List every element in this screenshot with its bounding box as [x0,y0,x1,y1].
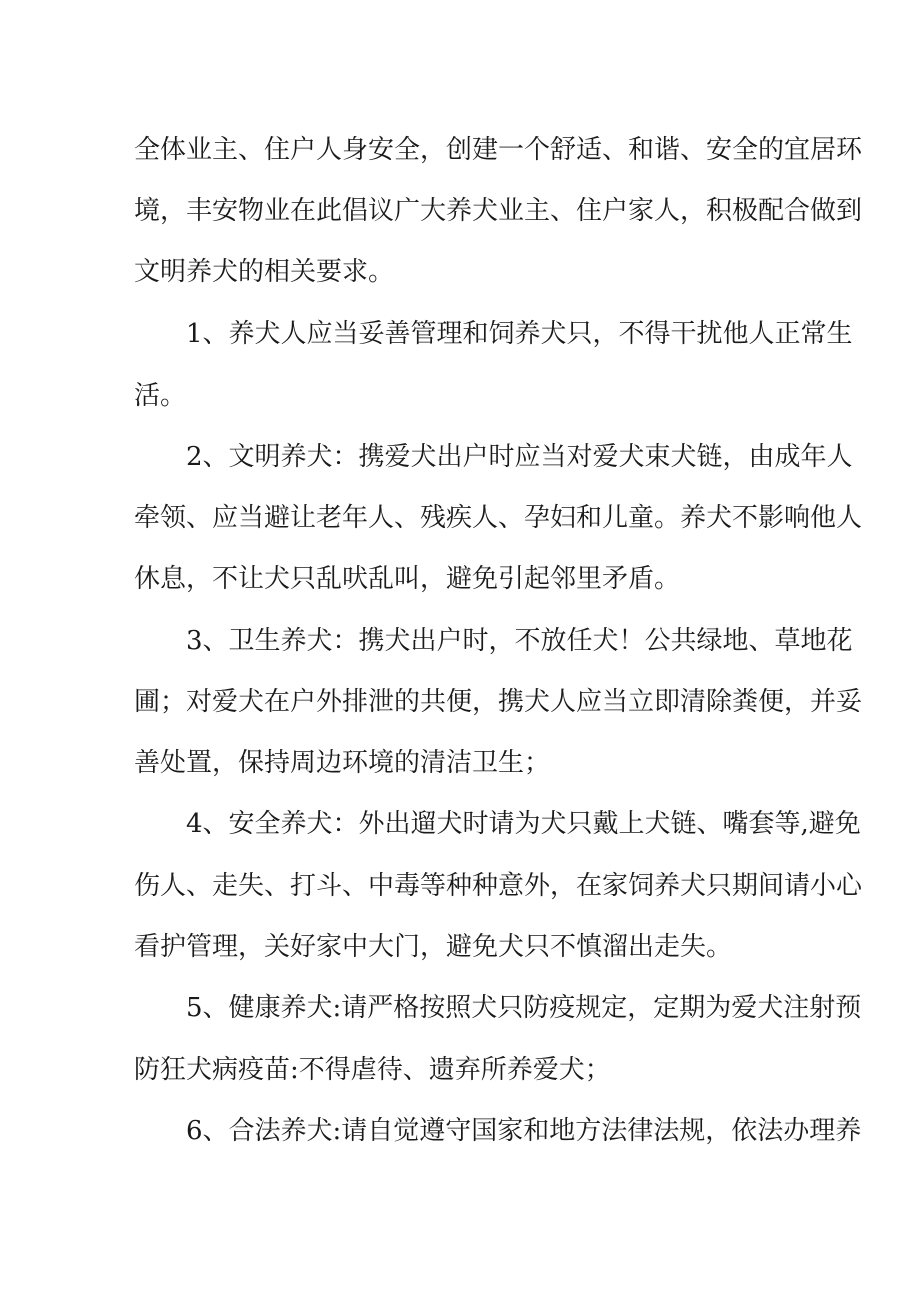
paragraph-intro-line-2: 境，丰安物业在此倡议广大养犬业主、住户家人，积极配合做到 [134,196,863,226]
paragraph-intro-line-3: 文明养犬的相关要求。 [134,257,395,287]
item-6-line-1: 6、合法养犬:请自觉遵守国家和地方法律法规，依法办理养 [186,1116,862,1146]
item-2-line-1: 2、文明养犬：携爱犬出户时应当对爱犬束犬链，由成年人 [186,442,853,472]
item-1-line-1: 1、养犬人应当妥善管理和饲养犬只，不得干扰他人正常生 [186,319,853,349]
item-5-line-2: 防狂犬病疫苗:不得虐待、遗弃所养爱犬； [134,1055,611,1085]
item-3-line-2: 圃；对爱犬在户外排泄的共便，携犬人应当立即清除粪便，并妥 [134,687,863,717]
item-1-line-2: 活。 [134,381,187,411]
item-2-line-2: 牵领、应当避让老年人、残疾人、孕妇和儿童。养犬不影响他人 [134,503,863,533]
item-2-line-3: 休息，不让犬只乱吠乱叫，避免引起邻里矛盾。 [134,564,681,594]
item-4-line-3: 看护管理，关好家中大门，避免犬只不慎溜出走失。 [134,932,733,962]
paragraph-intro-line-1: 全体业主、住户人身安全，创建一个舒适、和谐、安全的宜居环 [134,135,863,165]
item-4-line-1: 4、安全养犬：外出遛犬时请为犬只戴上犬链、嘴套等,避免 [186,809,861,839]
item-3-line-3: 善处置，保持周边环境的清洁卫生； [134,748,551,778]
item-5-line-1: 5、健康养犬:请严格按照犬只防疫规定，定期为爱犬注射预 [186,993,862,1023]
item-4-line-2: 伤人、走失、打斗、中毒等种种意外，在家饲养犬只期间请小心 [134,871,863,901]
item-3-line-1: 3、卫生养犬：携犬出户时，不放任犬！公共绿地、草地花 [186,626,853,656]
